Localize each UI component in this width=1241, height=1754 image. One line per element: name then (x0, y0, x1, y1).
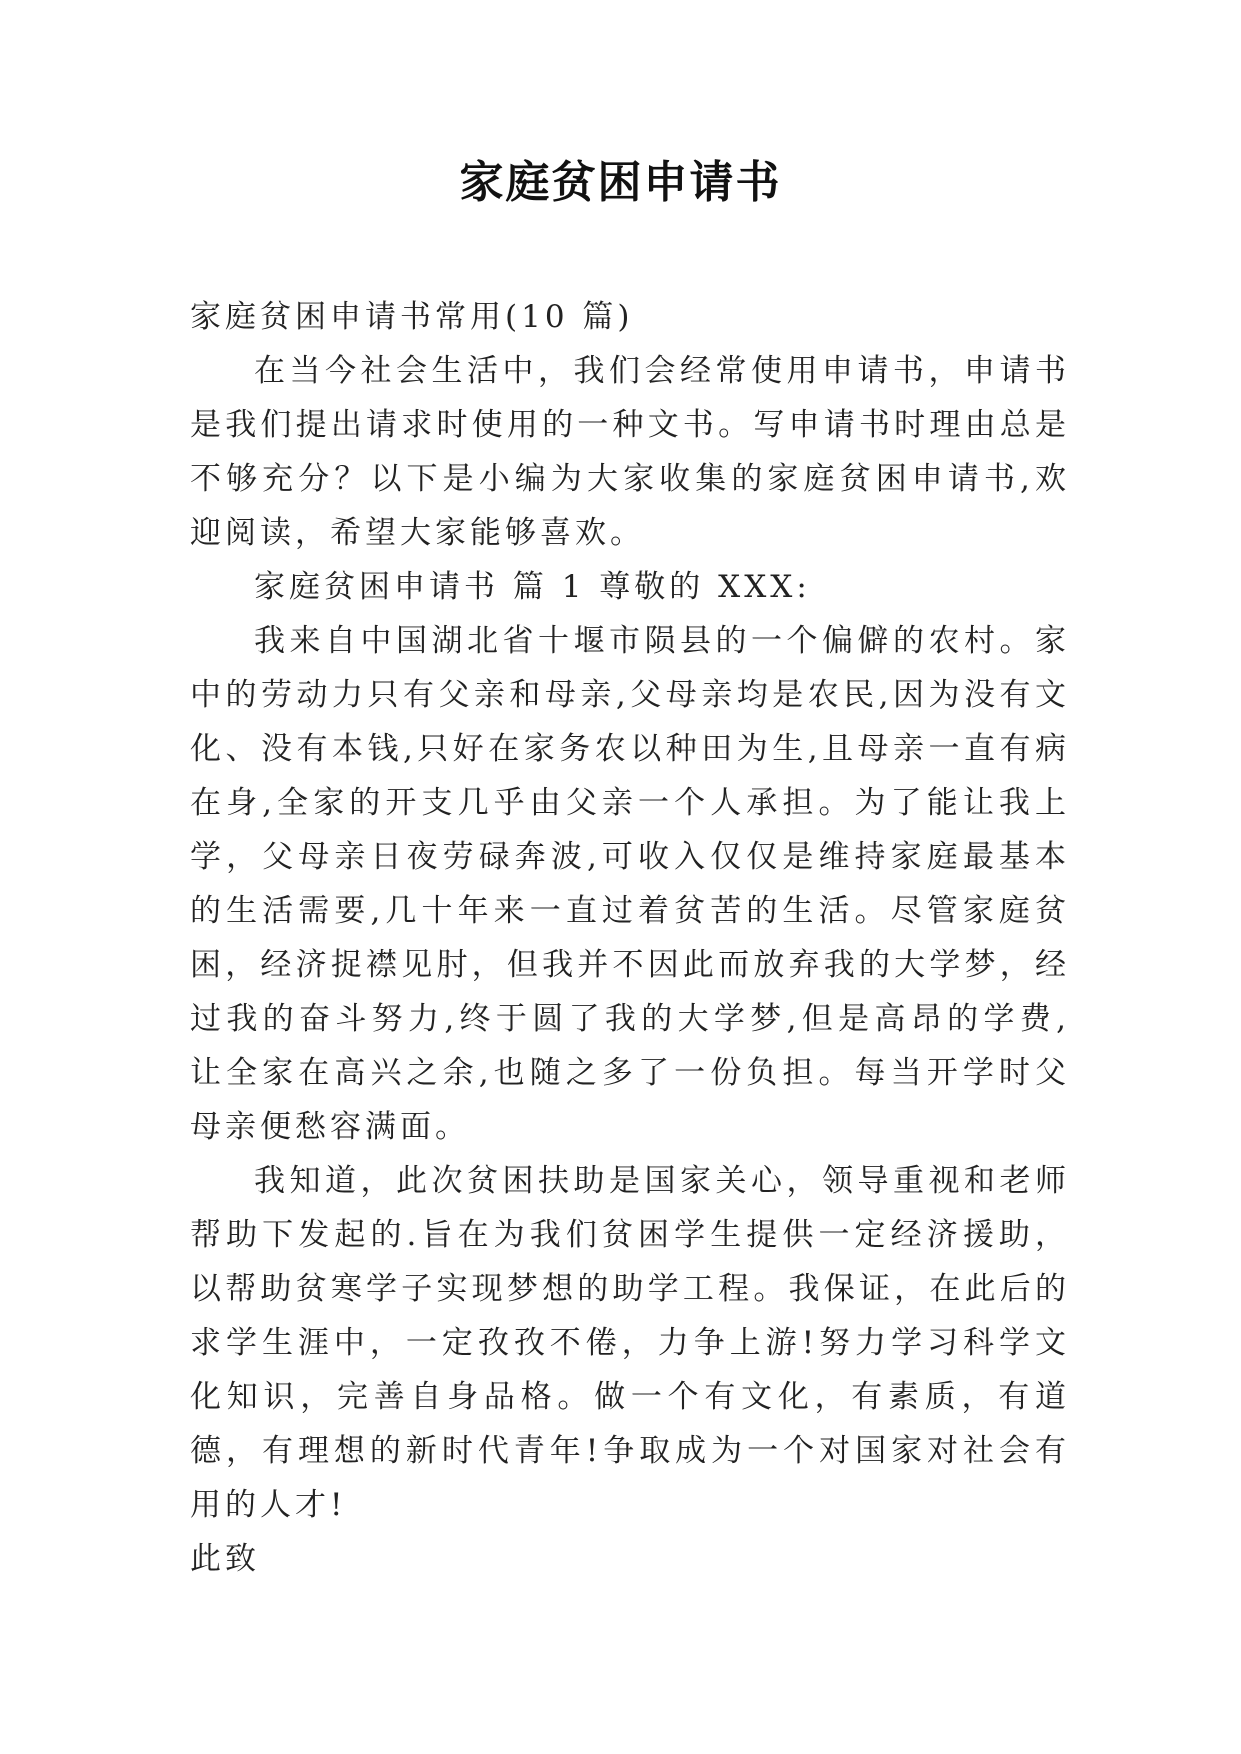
document-subtitle: 家庭贫困申请书常用(10 篇) (190, 299, 634, 335)
paragraph-family-situation: 我来自中国湖北省十堰市陨县的一个偏僻的农村。家中的劳动力只有父亲和母亲,父母亲均是农民,因为没有文化、没有本钱,只好在家务农以种田为生,且母亲一直有病在身,全家的开支几乎由父亲一个人承担。为了能让我上学，父母亲日夜劳碌奔波,可收入仅仅是维持家庭最基本的生活需要,几十年来一直过着贫苦的生活。尽管家庭贫困，经济捉襟见肘，但我并不因此而放弃我的大学梦，经过我的奋斗努力,终于圆了我的大学梦,但是高昂的学费,让全家在高兴之余,也随之多了一份负担。每当开学时父母亲便愁容满面。 (190, 623, 1070, 1145)
paragraph-heading-salutation: 家庭贫困申请书 篇 1 尊敬的 XXX: (254, 569, 811, 605)
paragraph-intro: 在当今社会生活中，我们会经常使用申请书，申请书是我们提出请求时使用的一种文书。写申请书时理由总是不够充分？以下是小编为大家收集的家庭贫困申请书,欢迎阅读，希望大家能够喜欢。 (190, 353, 1070, 551)
document-body (190, 290, 1070, 1586)
document-closing: 此致 (190, 1541, 260, 1577)
paragraph-commitment: 我知道，此次贫困扶助是国家关心，领导重视和老师帮助下发起的.旨在为我们贫困学生提供一定经济援助，以帮助贫寒学子实现梦想的助学工程。我保证，在此后的求学生涯中，一定孜孜不倦，力争上游!努力学习科学文化知识，完善自身品格。做一个有文化，有素质，有道德，有理想的新时代青年!争取成为一个对国家对社会有用的人才! (190, 1163, 1070, 1523)
document-title: 家庭贫困申请书 (459, 157, 782, 208)
